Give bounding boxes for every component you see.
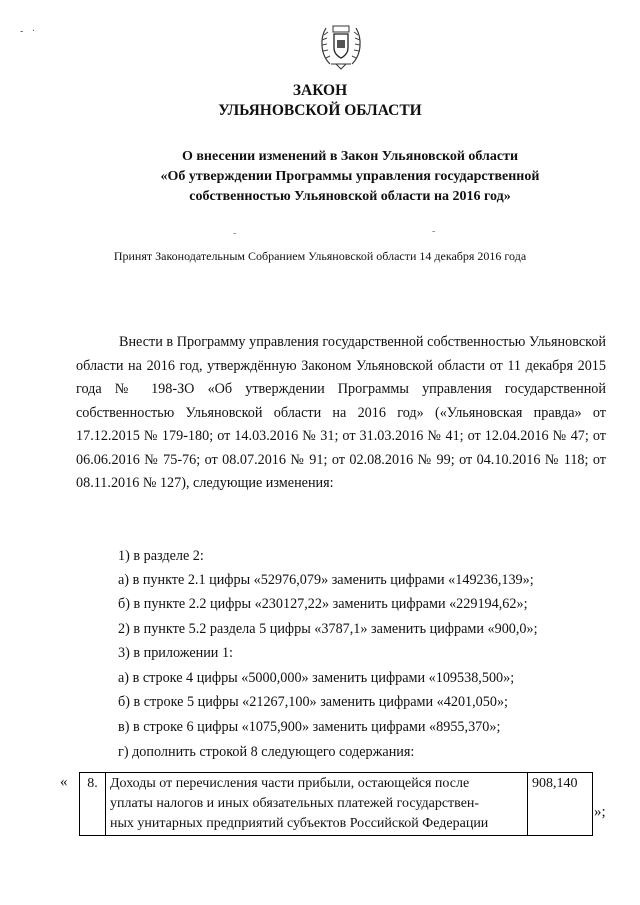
subject-line: собственностью Ульяновской области на 2016 год» — [189, 189, 511, 204]
coat-of-arms-icon — [316, 20, 366, 72]
list-item: г) дополнить строкой 8 следующего содержания: — [118, 744, 415, 760]
adoption-note: Принят Законодательным Собранием Ульяновской области 14 декабря 2016 года — [113, 249, 527, 263]
subject-line: «Об утверждении Программы управления государственной — [160, 169, 540, 184]
description-line: ных унитарных предприятий субъектов Российской Федерации — [110, 816, 489, 831]
list-item: б) в строке 5 цифры «21267,100» заменить цифрами «4201,050»; — [118, 694, 508, 710]
row-number-cell: 8. — [80, 773, 106, 836]
scan-speck: - — [233, 228, 237, 239]
close-quote: »; — [594, 804, 606, 820]
table-row — [80, 773, 593, 836]
intro-paragraph: Внести в Программу управления государственной собственностью Ульяновской области на 2016 год, утверждённую Законом Ульяновской области от 11 декабря 2015 года № 198-ЗО «Об утверждении Программы управления государственной собственностью Ульяновской области на 2016 год» («Ульяновская правда» от 17.12.2015 № 179-180; от 14.03.2016 № 31; от 31.03.2016 № 41; от 12.04.2016 № 47; от 06.06.2016 № 75-76; от 08.07.2016 № 91; от 02.08.2016 № 99; от 04.10.2016 № 118; от 08.11.2016 № 127), следующие изменения: — [76, 334, 606, 491]
description-line: Доходы от перечисления части прибыли, остающейся после — [110, 776, 470, 791]
subject-line: О внесении изменений в Закон Ульяновской области — [181, 149, 519, 164]
row-amount-cell: 908,140 — [528, 773, 593, 836]
open-quote: « — [60, 774, 68, 790]
list-item: в) в строке 6 цифры «1075,900» заменить цифрами «8955,370»; — [118, 719, 501, 735]
inserted-table — [79, 772, 593, 836]
list-item: а) в пункте 2.1 цифры «52976,079» заменить цифрами «149236,139»; — [118, 572, 534, 588]
list-item: 2) в пункте 5.2 раздела 5 цифры «3787,1» заменить цифрами «900,0»; — [118, 621, 538, 637]
description-line: уплаты налогов и иных обязательных платежей государствен- — [110, 796, 480, 811]
scan-speck: - — [432, 226, 436, 237]
scan-mark: - · — [20, 26, 39, 37]
list-item: б) в пункте 2.2 цифры «230127,22» заменить цифрами «229194,62»; — [118, 596, 528, 612]
law-region: УЛЬЯНОВСКОЙ ОБЛАСТИ — [218, 102, 422, 119]
row-description-cell — [106, 773, 528, 836]
law-title: ЗАКОН — [292, 82, 348, 99]
list-item: а) в строке 4 цифры «5000,000» заменить цифрами «109538,500»; — [118, 670, 515, 686]
law-subject — [70, 147, 630, 207]
list-item: 3) в приложении 1: — [118, 645, 233, 661]
list-item: 1) в разделе 2: — [118, 548, 204, 564]
